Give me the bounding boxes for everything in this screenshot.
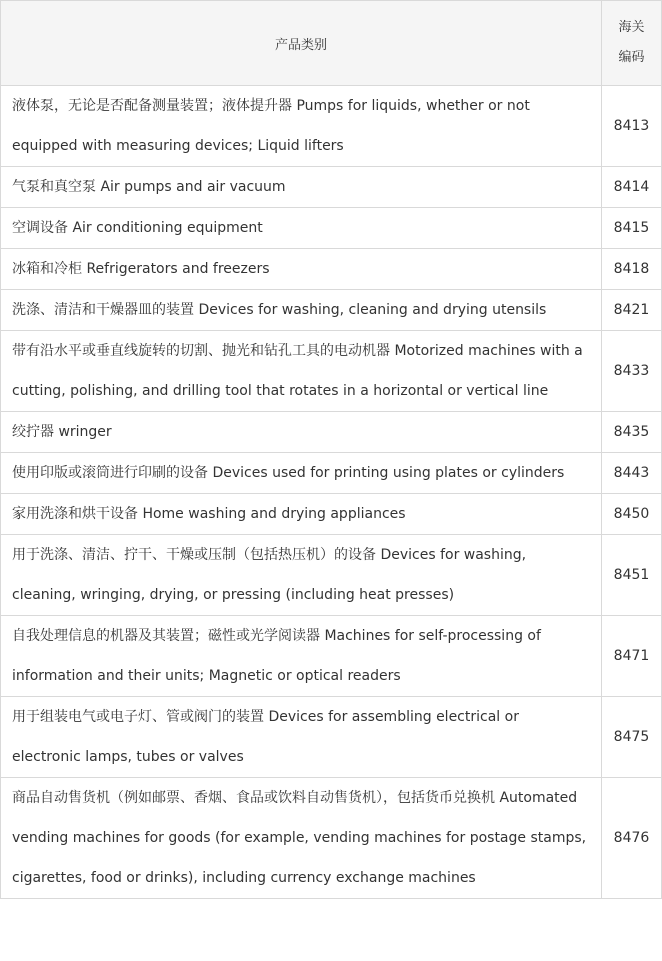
category-cell: 液体泵，无论是否配备测量装置；液体提升器 Pumps for liquids, whether or not equipped with measuring devices; Liquid lifters — [1, 86, 602, 167]
category-cell: 自我处理信息的机器及其装置；磁性或光学阅读器 Machines for self-processing of information and their units; Magnetic or optical readers — [1, 616, 602, 697]
customs-code-cell: 8421 — [602, 290, 662, 331]
customs-code-cell: 8413 — [602, 86, 662, 167]
category-cell: 商品自动售货机（例如邮票、香烟、食品或饮料自动售货机），包括货币兑换机 Automated vending machines for goods (for example, vending machines for postage stamps, cigarettes, food or drinks), including currency exchange machines — [1, 778, 602, 899]
table-row — [1, 208, 662, 249]
header-customs-code — [602, 1, 662, 86]
category-cell: 带有沿水平或垂直线旋转的切割、抛光和钻孔工具的电动机器 Motorized machines with a cutting, polishing, and drilling tool that rotates in a horizontal or vertical line — [1, 331, 602, 412]
customs-code-cell: 8451 — [602, 535, 662, 616]
header-customs-code-line1: 海关 — [618, 20, 645, 35]
table-row — [1, 290, 662, 331]
category-cell: 冰箱和冷柜 Refrigerators and freezers — [1, 249, 602, 290]
customs-code-cell: 8435 — [602, 412, 662, 453]
table-row — [1, 453, 662, 494]
customs-code-cell: 8450 — [602, 494, 662, 535]
customs-code-cell: 8475 — [602, 697, 662, 778]
table-row — [1, 86, 662, 167]
header-product-category: 产品类别 — [1, 1, 602, 86]
table-header-row — [1, 1, 662, 86]
category-cell: 气泵和真空泵 Air pumps and air vacuum — [1, 167, 602, 208]
customs-code-cell: 8476 — [602, 778, 662, 899]
customs-code-cell: 8443 — [602, 453, 662, 494]
header-customs-code-line2: 编码 — [618, 50, 645, 65]
table-row — [1, 167, 662, 208]
customs-code-cell: 8414 — [602, 167, 662, 208]
customs-code-cell: 8471 — [602, 616, 662, 697]
customs-code-cell: 8415 — [602, 208, 662, 249]
table-row — [1, 331, 662, 412]
category-cell: 绞拧器 wringer — [1, 412, 602, 453]
customs-code-cell: 8433 — [602, 331, 662, 412]
category-cell: 用于组装电气或电子灯、管或阀门的装置 Devices for assembling electrical or electronic lamps, tubes or valves — [1, 697, 602, 778]
category-cell: 洗涤、清洁和干燥器皿的装置 Devices for washing, cleaning and drying utensils — [1, 290, 602, 331]
table-row — [1, 697, 662, 778]
customs-code-cell: 8418 — [602, 249, 662, 290]
category-cell: 用于洗涤、清洁、拧干、干燥或压制（包括热压机）的设备 Devices for washing, cleaning, wringing, drying, or pressing (including heat presses) — [1, 535, 602, 616]
table-row — [1, 535, 662, 616]
category-cell: 家用洗涤和烘干设备 Home washing and drying appliances — [1, 494, 602, 535]
table-row — [1, 494, 662, 535]
table-row — [1, 778, 662, 899]
table-row — [1, 412, 662, 453]
category-cell: 空调设备 Air conditioning equipment — [1, 208, 602, 249]
category-cell: 使用印版或滚筒进行印刷的设备 Devices used for printing using plates or cylinders — [1, 453, 602, 494]
table-row — [1, 616, 662, 697]
table-row — [1, 249, 662, 290]
